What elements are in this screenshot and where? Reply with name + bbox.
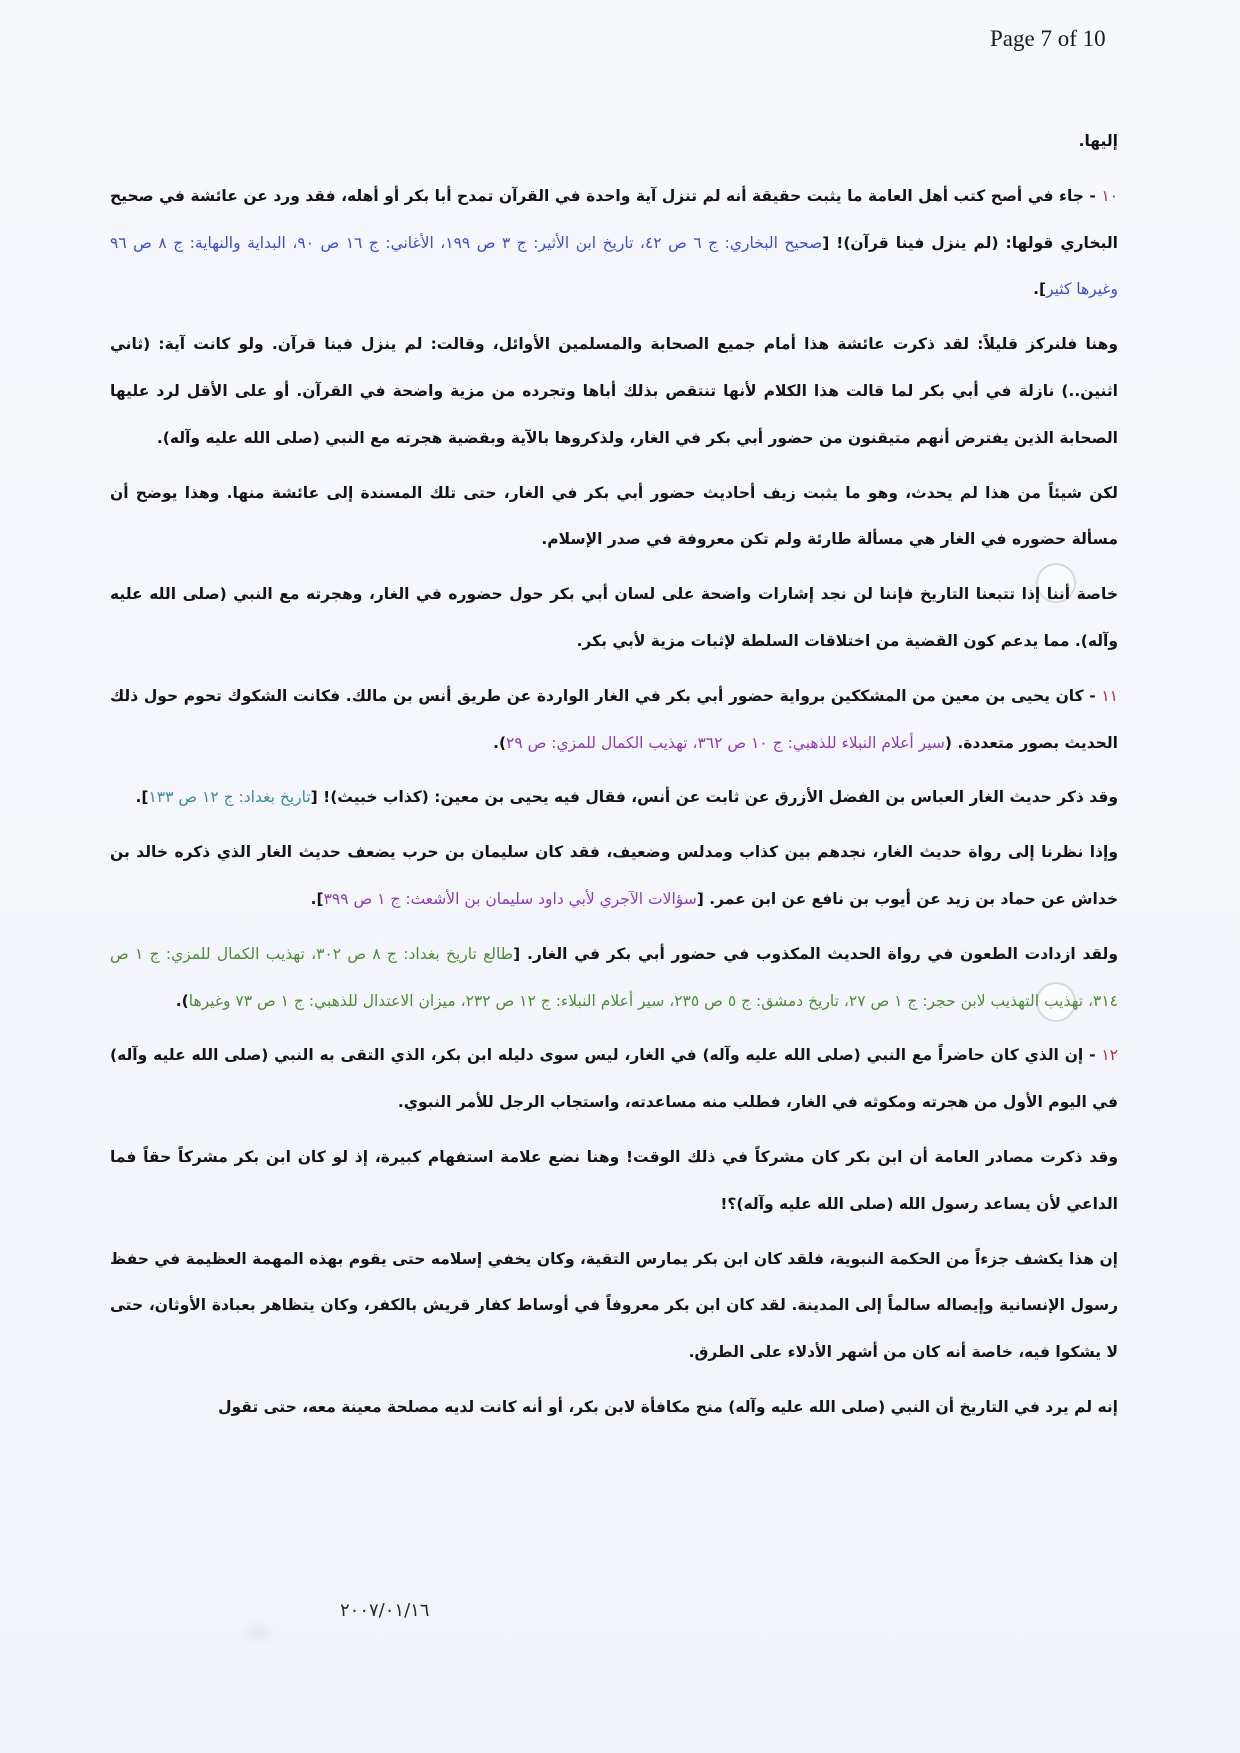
- paragraph-numbered: ١٢ - إن الذي كان حاضراً مع النبي (صلى الله عليه وآله) في الغار، ليس سوى دليله ابن بكر، الذي التقى به النبي (صلى الله عليه وآله) في اليوم الأول من هجرته ومكوثه في الغار، فطلب منه مساعدته، واستجاب الرجل للأمر النبوي.: [110, 1046, 1118, 1112]
- paragraph: إن هذا يكشف جزءاً من الحكمة النبوية، فلقد كان ابن بكر يمارس التقية، وكان يخفي إسلامه حتى يقوم بهذه المهمة العظيمة في حفظ رسول الإنسانية وإيصاله سالماً إلى المدينة. لقد كان ابن بكر معروفاً في أوساط كفار قريش بالكفر، وكان يتظاهر بعبادة الأوثان، حتى لا يشكوا فيه، خاصة أنه كان من أشهر الأدلاء على الطرق.: [110, 1249, 1118, 1362]
- paragraph: وقد ذكر حديث الغار العباس بن الفضل الأزرق عن ثابت عن أنس، فقال فيه يحيى بن معين: (كذاب خبيث)! [تاريخ بغداد: ج ١٢ ص ١٣٣].: [135, 788, 1118, 807]
- paragraph: إنه لم يرد في التاريخ أن النبي (صلى الله عليه وآله) منح مكافأة لابن بكر، أو أنه كانت لديه مصلحة معينة معه، حتى تقول: [218, 1397, 1118, 1416]
- citation: صحيح البخاري: ج ٦ ص ٤٢، تاريخ ابن الأثير: ج ٣ ص ١٩٩، الأغاني: ج ١٦ ص ٩٠، البداية والنهاية: ج ٨ ص ٩٦ وغيرها كثير: [110, 233, 1118, 299]
- paragraph: إليها.: [1078, 132, 1118, 150]
- paragraph: خاصة أننا إذا تتبعنا التاريخ فإننا لن نجد إشارات واضحة على لسان أبي بكر حول حضوره في الغار، وهجرته مع النبي (صلى الله عليه وآله). مما يدعم كون القضية من اختلاقات السلطة لإثبات مزية لأبي بكر.: [110, 585, 1118, 650]
- paragraph-numbered: ١٠ - جاء في أصح كتب أهل العامة ما يثبت حقيقة أنه لم تنزل آية واحدة في القرآن تمدح أبا بكر أو أهله، فقد ورد عن عائشة في صحيح البخاري قولها: (لم ينزل فينا قرآن)! [صحيح البخاري: ج ٦ ص ٤٢، تاريخ ابن الأثير: ج ٣ ص ١٩٩، الأغاني: ج ١٦ ص ٩٠، البداية والنهاية: ج ٨ ص ٩٦ وغيرها كثير].: [110, 186, 1118, 299]
- citation: طالع تاريخ بغداد: ج ٨ ص ٣٠٢، تهذيب الكمال للمزي: ج ١ ص ٣١٤، تهذيب التهذيب لابن حجر: ج ١ ص ٢٧، تاريخ دمشق: ج ٥ ص ٢٣٥، سير أعلام النبلاء: ج ١٢ ص ٢٣٢، ميزان الاعتدال للذهبي: ج ١ ص ٧٣ وغيرها: [110, 944, 1118, 1010]
- item-number: ١١: [1101, 686, 1118, 705]
- paragraph: وقد ذكرت مصادر العامة أن ابن بكر كان مشركاً في ذلك الوقت! وهنا نضع علامة استفهام كبيرة، إذ لو كان ابن بكر مشركاً حقاً فما الداعي لأن يساعد رسول الله (صلى الله عليه وآله)؟!: [110, 1147, 1118, 1213]
- paragraph-numbered: ١١ - كان يحيى بن معين من المشككين برواية حضور أبي بكر في الغار الواردة عن طريق أنس بن مالك. فكانت الشكوك تحوم حول ذلك الحديث بصور متعددة. (سير أعلام النبلاء للذهبي: ج ١٠ ص ٣٦٢، تهذيب الكمال للمزي: ص ٢٩).: [110, 686, 1118, 752]
- citation: تاريخ بغداد: ج ١٢ ص ١٣٣: [148, 788, 311, 807]
- paragraph: ولقد ازدادت الطعون في رواة الحديث المكذوب في حضور أبي بكر في الغار. [طالع تاريخ بغداد: ج ٨ ص ٣٠٢، تهذيب الكمال للمزي: ج ١ ص ٣١٤، تهذيب التهذيب لابن حجر: ج ١ ص ٢٧، تاريخ دمشق: ج ٥ ص ٢٣٥، سير أعلام النبلاء: ج ١٢ ص ٢٣٢، ميزان الاعتدال للذهبي: ج ١ ص ٧٣ وغيرها).: [110, 944, 1119, 1010]
- paragraph: وإذا نظرنا إلى رواة حديث الغار، نجدهم بين كذاب ومدلس وضعيف، فقد كان سليمان بن حرب يضعف حديث الغار الذي ذكره خالد بن خداش عن حماد بن زيد عن أيوب بن نافع عن ابن عمر. [سؤالات الآجري لأبي داود سليمان بن الأشعث: ج ١ ص ٣٩٩].: [110, 843, 1118, 908]
- footer-date: ٢٠٠٧/٠١/١٦: [340, 1600, 430, 1621]
- item-number: ١٠: [1101, 186, 1118, 205]
- citation: سؤالات الآجري لأبي داود سليمان بن الأشعث: ج ١ ص ٣٩٩: [323, 889, 697, 908]
- paragraph: لكن شيئاً من هذا لم يحدث، وهو ما يثبت زيف أحاديث حضور أبي بكر في الغار، حتى تلك المسندة إلى عائشة منها. وهذا يوضح أن مسألة حضوره في الغار هي مسألة طارئة ولم تكن معروفة في صدر الإسلام.: [110, 483, 1118, 549]
- item-number: ١٢: [1101, 1046, 1118, 1065]
- paragraph: وهنا فلنركز قليلاً: لقد ذكرت عائشة هذا أمام جميع الصحابة والمسلمين الأوائل، وقالت: لم ينزل فينا قرآن. ولو كانت آية: (ثاني اثنين..) نازلة في أبي بكر لما قالت هذا الكلام لأنها تنتقص بذلك أباها وتجرده من مزية واضحة في القرآن. أو على الأقل لرد عليها الصحابة الذين يفترض أنهم متيقنون من حضور أبي بكر في الغار، ولذكروها بالآية وبقضية هجرته مع النبي (صلى الله عليه وآله).: [110, 335, 1118, 447]
- document-body: [110, 118, 1118, 1439]
- page-number: Page 7 of 10: [990, 26, 1106, 51]
- scan-smudge: [240, 1620, 276, 1646]
- citation: سير أعلام النبلاء للذهبي: ج ١٠ ص ٣٦٢، تهذيب الكمال للمزي: ص ٢٩: [506, 733, 945, 752]
